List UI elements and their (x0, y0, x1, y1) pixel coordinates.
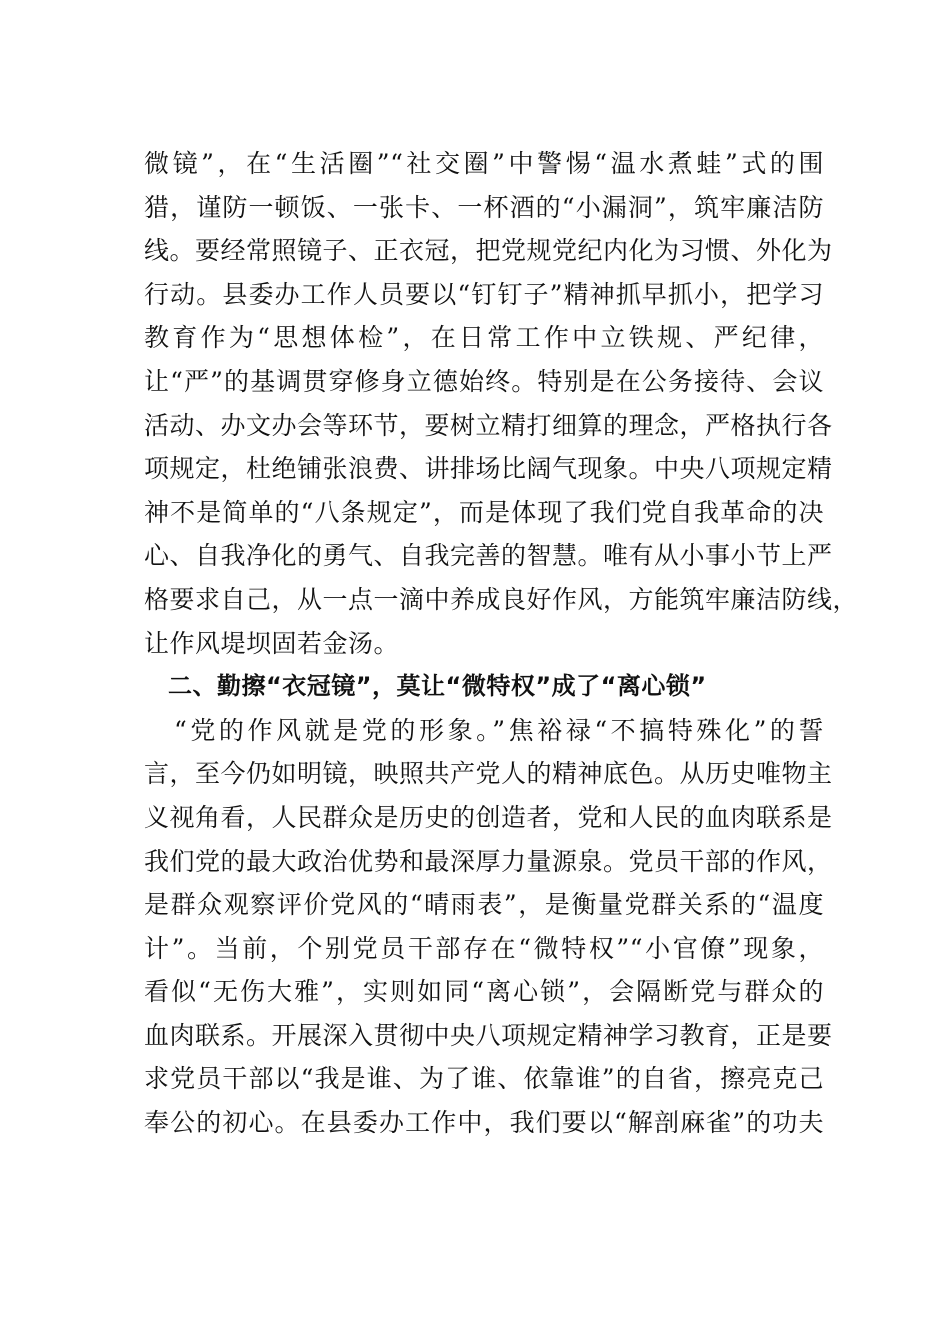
text-line: 让“严”的基调贯穿修身立德始终。特别是在公务接待、会议 (144, 366, 824, 396)
paragraph-2 (144, 709, 833, 1145)
text-line: 神不是简单的“八条规定”，而是体现了我们党自我革命的决 (144, 497, 824, 527)
text-line: 让作风堤坝固若金汤。 (144, 628, 400, 658)
text-line: 线。要经常照镜子、正衣冠，把党规党纪内化为习惯、外化为 (144, 236, 833, 266)
text-line: 心、自我净化的勇气、自我完善的智慧。唯有从小事小节上严 (144, 541, 833, 571)
text-line: 教育作为“思想体检”，在日常工作中立铁规、严纪律， (144, 323, 824, 353)
text-line: 奉公的初心。在县委办工作中，我们要以“解剖麻雀”的功夫 (144, 1108, 824, 1138)
text-line: “党的作风就是党的形象。”焦裕禄“不搞特殊化”的誓 (174, 715, 824, 745)
text-line: 微镜”，在“生活圈”“社交圈”中警惕“温水煮蛙”式的围 (144, 149, 824, 178)
paragraph-1 (144, 142, 859, 665)
text-line: 项规定，杜绝铺张浪费、讲排场比阔气现象。中央八项规定精 (144, 454, 833, 484)
text-line: 言，至今仍如明镜，映照共产党人的精神底色。从历史唯物主 (144, 759, 833, 789)
text-line: 求党员干部以“我是谁、为了谁、依靠谁”的自省，擦亮克己 (144, 1064, 824, 1094)
document-body (144, 142, 859, 1145)
text-line: 活动、办文办会等环节，要树立精打细算的理念，严格执行各 (144, 410, 833, 440)
text-line: 计”。当前，个别党员干部存在“微特权”“小官僚”现象， (144, 933, 824, 963)
text-line: 猎，谨防一顿饭、一张卡、一杯酒的“小漏洞”，筑牢廉洁防 (144, 192, 824, 222)
text-line: 格要求自己，从一点一滴中养成良好作风，方能筑牢廉洁防线， (144, 584, 859, 614)
text-line: 是群众观察评价党风的“晴雨表”，是衡量党群关系的“温度 (144, 890, 824, 920)
text-line: 血肉联系。开展深入贯彻中央八项规定精神学习教育，正是要 (144, 1020, 833, 1050)
text-line: 看似“无伤大雅”，实则如同“离心锁”，会隔断党与群众的 (144, 977, 824, 1007)
section-heading: 二、勤擦“衣冠镜”，莫让“微特权”成了“离心锁” (168, 672, 707, 701)
text-line: 行动。县委办工作人员要以“钉钉子”精神抓早抓小，把学习 (144, 279, 824, 309)
text-line: 我们党的最大政治优势和最深厚力量源泉。党员干部的作风， (144, 846, 833, 876)
text-line: 义视角看，人民群众是历史的创造者，党和人民的血肉联系是 (144, 802, 833, 832)
